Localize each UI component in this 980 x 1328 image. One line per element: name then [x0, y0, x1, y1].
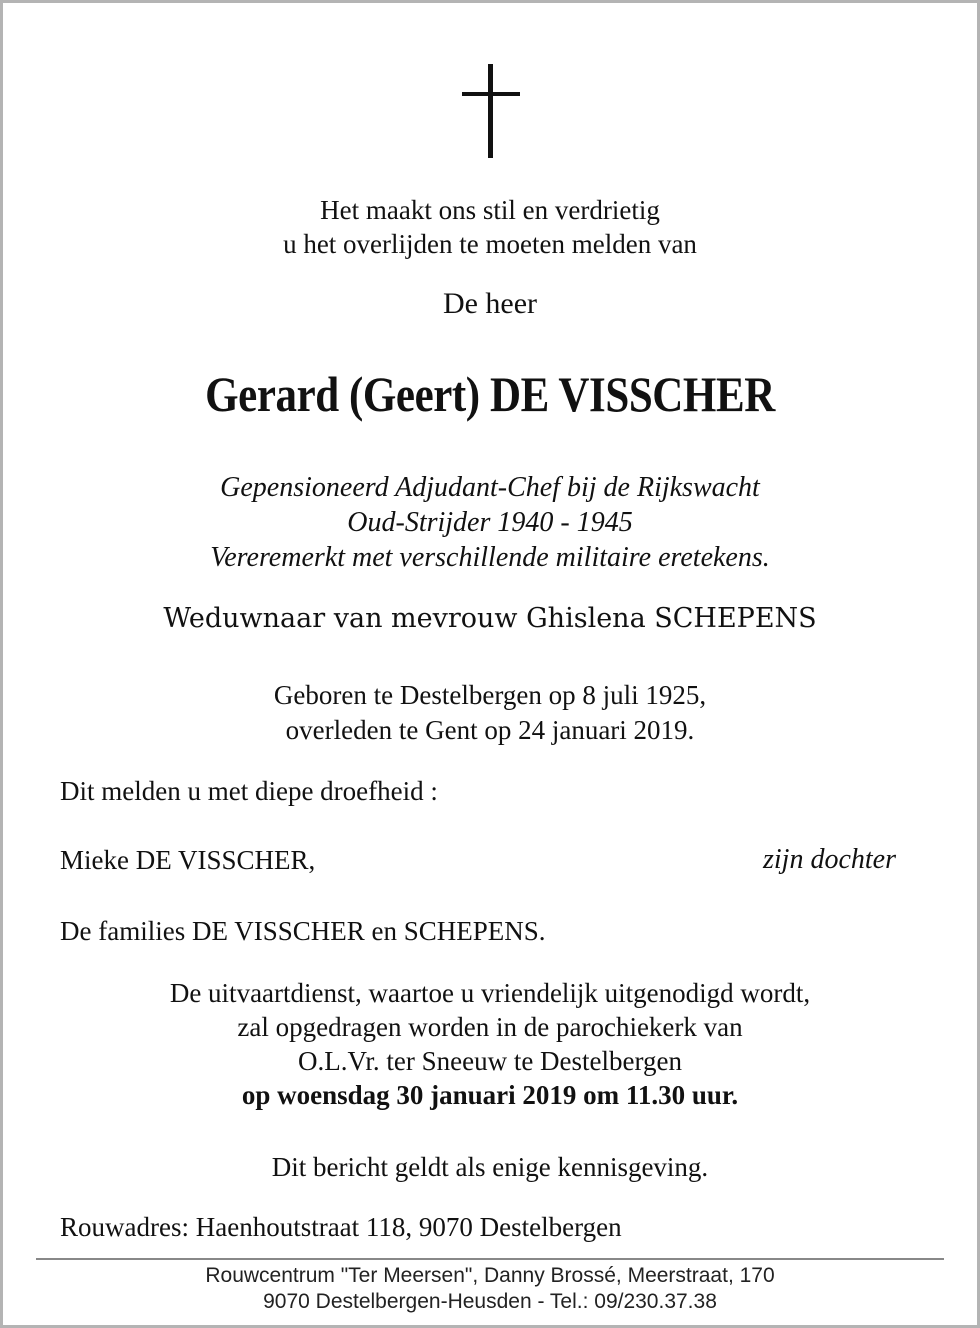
footer-divider	[36, 1258, 944, 1260]
announcement: Dit melden u met diepe droefheid :	[60, 776, 438, 806]
honor-line-1: Gepensioneerd Adjudant-Chef bij de Rijkswacht	[220, 472, 760, 503]
service-line-3: O.L.Vr. ter Sneeuw te Destelbergen	[297, 1046, 682, 1076]
intro-line-1: Het maakt ons stil en verdrietig	[320, 195, 660, 225]
footer-line-1: Rouwcentrum "Ter Meersen", Danny Brossé, Meerstraat, 170	[205, 1264, 775, 1287]
birth-line: Geboren te Destelbergen op 8 juli 1925,	[273, 680, 707, 710]
intro-line-2: u het overlijden te moeten melden van	[283, 229, 697, 259]
honor-line-3: Vereremerkt met verschillende militaire eretekens.	[210, 542, 770, 573]
service-line-2: zal opgedragen worden in de parochiekerk van	[237, 1012, 743, 1042]
mourning-address: Rouwadres: Haenhoutstraat 118, 9070 Destelbergen	[60, 1212, 622, 1242]
families-line: De families DE VISSCHER en SCHEPENS.	[60, 916, 546, 946]
death-line: overleden te Gent op 24 januari 2019.	[285, 715, 695, 745]
family-member-relation: zijn dochter	[763, 844, 896, 875]
footer-line-2: 9070 Destelbergen-Heusden - Tel.: 09/230.37.38	[263, 1290, 717, 1313]
notice-line: Dit bericht geldt als enige kennisgeving.	[271, 1152, 709, 1182]
honor-line-2: Oud-Strijder 1940 - 1945	[347, 507, 633, 538]
cross-icon	[462, 64, 520, 158]
service-date-line: op woensdag 30 januari 2019 om 11.30 uur.	[241, 1080, 739, 1110]
service-line-1: De uitvaartdienst, waartoe u vriendelijk uitgenodigd wordt,	[169, 978, 811, 1008]
title-prefix: De heer	[442, 287, 538, 320]
deceased-name: Gerard (Geert) DE VISSCHER	[205, 366, 775, 422]
family-member-name: Mieke DE VISSCHER,	[60, 845, 316, 875]
widower-line: Weduwnaar van mevrouw Ghislena SCHEPENS	[163, 603, 817, 634]
